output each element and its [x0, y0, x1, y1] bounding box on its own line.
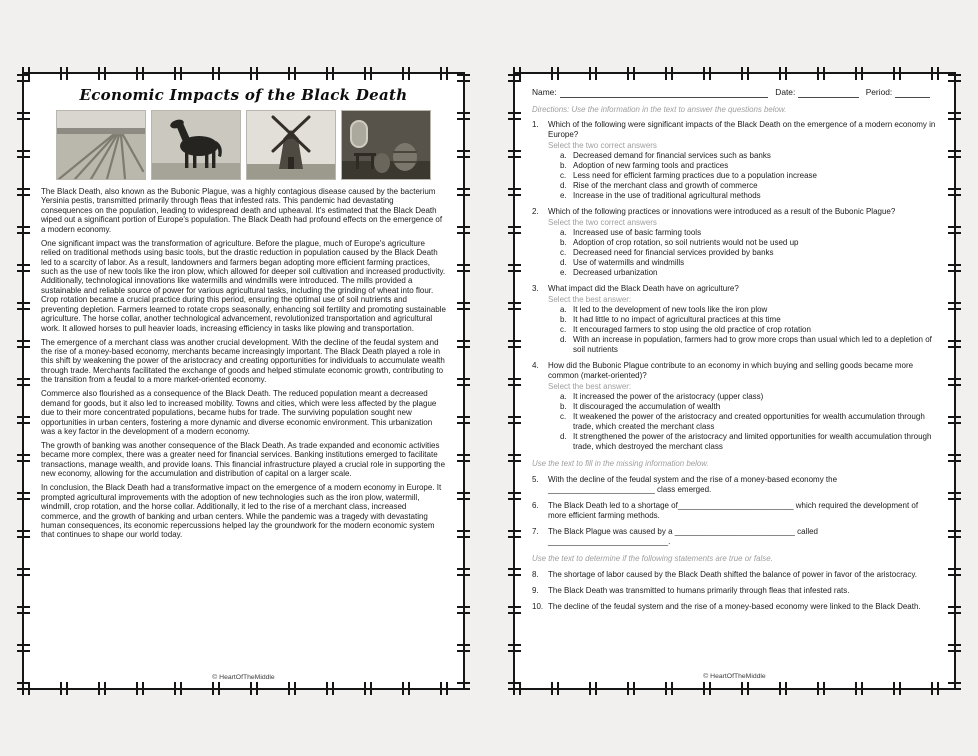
option-letter: e.: [560, 191, 567, 201]
plowed-field-illustration: [57, 111, 145, 179]
option-letter: a.: [560, 228, 567, 238]
option-text: It encouraged farmers to stop using the old practice of crop rotation: [573, 325, 811, 335]
answer-option: [548, 268, 937, 278]
option-text: Less need for efficient farming practices due to a population increase: [573, 171, 817, 181]
option-text: It discouraged the accumulation of wealth: [573, 402, 721, 412]
option-text: Increased use of basic farming tools: [573, 228, 702, 238]
question-text: Which of the following practices or innovations were introduced as a result of the Bubonic Plague?: [548, 207, 896, 217]
option-text: Adoption of crop rotation, so soil nutrients would not be used up: [573, 238, 799, 248]
question-4: [532, 361, 937, 452]
question-body: [548, 475, 937, 495]
images-row: [41, 111, 446, 179]
answer-option: [548, 325, 937, 335]
worksheet-content: [517, 76, 952, 686]
answer-option: [548, 228, 937, 238]
question-10: [532, 602, 937, 612]
footer-credit-right: © HeartOfTheMiddle: [703, 672, 766, 680]
question-number: 6.: [532, 501, 539, 511]
question-body: [548, 570, 937, 580]
passage-paragraph-5: The growth of banking was another consequence of the Black Death. As trade expanded and economic activities became more complex, there was a greater need for financial services. Banking institutions emerged to facilitate transactions, manage wealth, and provide loans. This financial infrastructure played a crucial role in supporting the new economy, allowing for the accumulation and distribution of capital on a larger scale.: [41, 440, 446, 479]
answer-option: [548, 402, 937, 412]
tavern-interior-illustration: [342, 111, 430, 179]
question-body: [548, 120, 937, 201]
question-1: [532, 120, 937, 201]
passage-paragraph-6: In conclusion, the Black Death had a transformative impact on the emergence of a modern economy in Europe. It prompted agricultural improvements with the adoption of new technologies such as the iron plow, watermill, windmill, crop rotation, and the horse collar. Additionally, it led to the rise of a merchant class, increased commerce, and the growth of banking and urban centers. While the pandemic was a tragedy with devastating human consequences, its economic repercussions helped lay the groundwork for the modern economic system that continues to shape our world today.: [41, 483, 442, 540]
question-number: 3.: [532, 284, 539, 294]
reading-page-content: [26, 76, 461, 686]
option-text: Use of watermills and windmills: [573, 258, 685, 268]
question-body: [548, 501, 937, 521]
passage-paragraph-4: Commerce also flourished as a consequence of the Black Death. The reduced population meant a decreased demand for goods, but it also led to increased mobility. Towns and cities, which were less affected by the plague due to their more concentrated populations, became hubs for trade. The surviving population sought new opportunities in urban centers, fostering a more dynamic and diverse economic environment. This urbanization was a key factor in the development of a modern economy.: [41, 389, 437, 436]
date-label: Date:: [775, 87, 796, 97]
option-text: It strengthened the power of the aristocracy and limited opportunities for wealth accumulation through trade, which destroyed the merchant class: [573, 432, 932, 452]
passage-paragraph-1: The Black Death, also known as the Bubonic Plague, was a highly contagious disease caused by the bacterium Yersinia pestis, transmitted primarily through fleas that infested rats. This pandemic had devastating consequences on the population, leading to widespread death and upheaval. It's estimated that the Black Death wiped out a significant portion of Europe's population. The Black Death had profound effects on the emergence of a modern economy.: [41, 187, 443, 234]
page-title: Economic Impacts of the Black Death: [79, 86, 408, 104]
option-letter: d.: [560, 335, 567, 345]
option-text: Decreased need for financial services provided by banks: [573, 248, 774, 258]
option-text: Rise of the merchant class and growth of commerce: [573, 181, 758, 191]
period-blank-line: [895, 89, 930, 98]
section-instruction: Use the text to fill in the missing information below.: [532, 459, 709, 469]
question-text: What impact did the Black Death have on agriculture?: [548, 284, 739, 294]
question-body: [548, 602, 937, 612]
plowed-field-image: [57, 111, 145, 179]
windmill-illustration: [247, 111, 335, 179]
question-hint: Select the best answer:: [548, 294, 632, 304]
question-body: [548, 586, 937, 596]
option-text: It had little to no impact of agricultural practices at this time: [573, 315, 781, 325]
horse-illustration: [152, 111, 240, 179]
worksheet-page: [513, 72, 956, 690]
passage-text: [41, 187, 446, 540]
footer-credit-left: © HeartOfTheMiddle: [212, 674, 275, 681]
question-text: With the decline of the feudal system and the rise of a money-based economy the ________________________ class emerged.: [548, 475, 838, 495]
question-number: 1.: [532, 120, 539, 130]
option-letter: c.: [560, 171, 567, 181]
name-label: Name:: [532, 87, 557, 97]
answer-option: [548, 191, 937, 201]
question-number: 7.: [532, 527, 539, 537]
question-body: [548, 361, 937, 452]
passage-paragraph-2: One significant impact was the transformation of agriculture. Before the plague, much of Europe's agriculture relied on traditional methods using basic tools, but the drastic reduction in population caused by the Black Death led to a scarcity of labor. As a result, landowners and farmers began adopting more efficient farming practices, such as the use of new tools like the iron plow, which allowed for deeper soil cultivation and increased productivity. Additionally, technological innovations like watermills and windmills were introduced. The mills provided a sustainable and reliable source of power for various agricultural tasks, including the grinding of wheat into flour. Crop rotation became a crucial practice during this period, ensuring the optimal use of soil nutrients and preventing depletion. Farmers learned to rotate crops seasonally, enhancing soil fertility and promoting sustainable agriculture. The horse collar, another technological advancement, revolutionized transportation and agricultural work. It allowed horses to pull heavier loads, increasing efficiency in tasks like plowing and transportation.: [41, 238, 446, 333]
answer-option: [548, 315, 937, 325]
option-letter: d.: [560, 258, 567, 268]
option-letter: a.: [560, 305, 567, 315]
question-text: Which of the following were significant impacts of the Black Death on the emergence of a modern economy in Europe?: [548, 120, 936, 140]
question-3: [532, 284, 937, 355]
question-2: [532, 207, 937, 278]
question-8: [532, 570, 937, 580]
worksheet-header: [532, 87, 937, 98]
option-text: Adoption of new farming tools and practices: [573, 161, 729, 171]
question-body: [548, 207, 937, 278]
question-text: The Black Death was transmitted to humans primarily through fleas that infested rats.: [548, 586, 850, 596]
option-text: Increase in the use of traditional agricultural methods: [573, 191, 761, 201]
option-letter: a.: [560, 392, 567, 402]
question-5: [532, 475, 937, 495]
option-letter: b.: [560, 238, 567, 248]
tavern-interior-image: [342, 111, 430, 179]
option-text: Decreased demand for financial services such as banks: [573, 151, 771, 161]
date-blank-line: [798, 89, 858, 98]
option-text: It weakened the power of the aristocracy and created opportunities for wealth accumulation through trade, which created the merchant class: [573, 412, 925, 432]
option-letter: d.: [560, 432, 567, 442]
questions-list: [532, 120, 937, 612]
question-body: [548, 284, 937, 355]
passage-paragraph-3: The emergence of a merchant class was another crucial development. With the decline of the feudal system and the rise of a money-based economy, merchants became increasingly important. The Black Death played a role in this shift by weakening the power of the aristocracy and creating opportunities for individuals to accumulate wealth through trade. Merchants facilitated the exchange of goods and helped stimulate economic growth, contributing to the transition from a feudal to a more market-oriented economy.: [41, 337, 445, 385]
answer-option: [548, 432, 937, 452]
question-body: [548, 527, 937, 547]
option-text: With an increase in population, farmers had to grow more crops than usual which led to a depletion of soil nutrients: [573, 335, 932, 355]
option-letter: d.: [560, 181, 567, 191]
option-letter: c.: [560, 325, 567, 335]
horse-image: [152, 111, 240, 179]
answer-option: [548, 171, 937, 181]
answer-option: [548, 392, 937, 402]
answer-option: [548, 305, 937, 315]
option-letter: b.: [560, 402, 567, 412]
question-9: [532, 586, 937, 596]
question-number: 5.: [532, 475, 539, 485]
question-hint: Select the two correct answers: [548, 140, 657, 150]
question-6: [532, 501, 937, 521]
reading-passage-page: [22, 72, 465, 690]
question-number: 10.: [532, 602, 544, 612]
question-text: The Black Plague was caused by a ___________________________ called ___________________________.: [548, 527, 818, 547]
option-text: Decreased urbanization: [573, 268, 658, 278]
question-hint: Select the best answer:: [548, 381, 632, 391]
answer-option: [548, 335, 937, 355]
answer-option: [548, 181, 937, 191]
question-text: The shortage of labor caused by the Black Death shifted the balance of power in favor of the aristocracy.: [548, 570, 917, 580]
option-text: It increased the power of the aristocracy (upper class): [573, 392, 764, 402]
section-instruction: Use the text to determine if the following statements are true or false.: [532, 554, 773, 564]
option-letter: b.: [560, 161, 567, 171]
option-text: It led to the development of new tools like the iron plow: [573, 305, 768, 315]
option-letter: b.: [560, 315, 567, 325]
question-hint: Select the two correct answers: [548, 217, 657, 227]
period-label: Period:: [865, 87, 893, 97]
question-number: 4.: [532, 361, 539, 371]
option-letter: a.: [560, 151, 567, 161]
option-letter: c.: [560, 248, 567, 258]
question-number: 2.: [532, 207, 539, 217]
question-text: The Black Death led to a shortage of__________________________ which required the development of more efficient farming methods.: [548, 501, 919, 521]
answer-option: [548, 412, 937, 432]
option-letter: e.: [560, 268, 567, 278]
answer-option: [548, 258, 937, 268]
answer-option: [548, 238, 937, 248]
question-number: 8.: [532, 570, 539, 580]
question-7: [532, 527, 937, 547]
question-text: The decline of the feudal system and the rise of a money-based economy were linked to the Black Death.: [548, 602, 921, 612]
windmill-image: [247, 111, 335, 179]
answer-option: [548, 161, 937, 171]
question-number: 9.: [532, 586, 539, 596]
question-text: How did the Bubonic Plague contribute to an economy in which buying and selling goods became more common (market-oriented)?: [548, 361, 914, 381]
answer-option: [548, 151, 937, 161]
answer-option: [548, 248, 937, 258]
name-blank-line: [560, 89, 769, 98]
option-letter: c.: [560, 412, 567, 422]
directions-text: Directions: Use the information in the text to answer the questions below.: [532, 104, 787, 114]
